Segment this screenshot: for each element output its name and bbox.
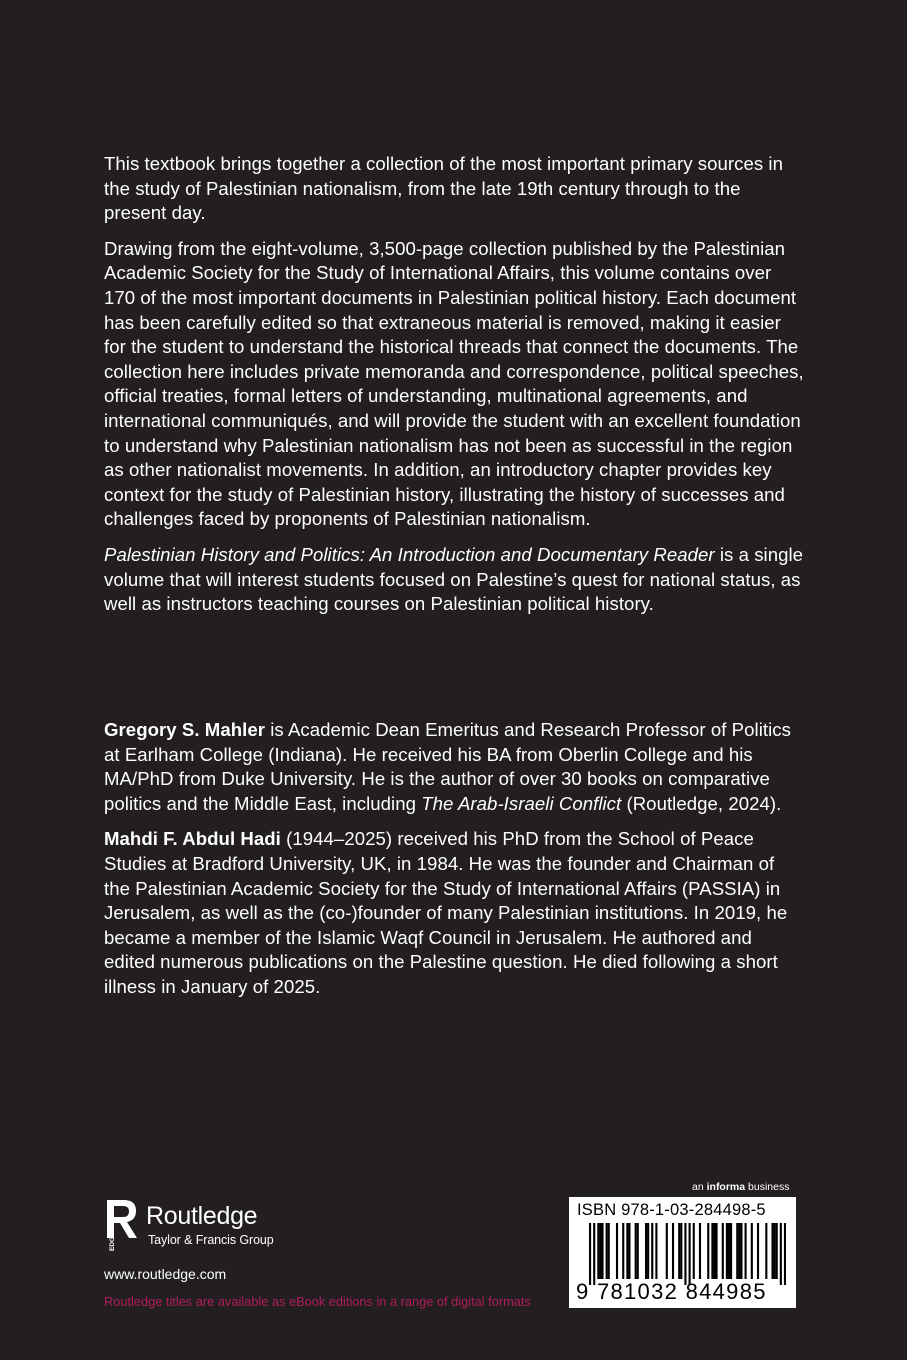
- description-paragraph-1: This textbook brings together a collection of the most important primary sources in the study of Palestinian nationalism, from the late 19th century through to the present day.: [104, 153, 783, 224]
- barcode-bar: [751, 1223, 753, 1279]
- author-bio-1: [104, 718, 804, 816]
- barcode-bar: [628, 1223, 630, 1279]
- barcode-bar: [647, 1223, 649, 1279]
- routledge-logo-icon: [104, 1198, 140, 1252]
- barcode-bar: [622, 1223, 624, 1279]
- barcode-bar: [589, 1223, 591, 1285]
- barcode-bar: [672, 1223, 674, 1279]
- routledge-logo: [104, 1198, 304, 1254]
- barcode-bar: [774, 1223, 776, 1279]
- barcode-bar: [726, 1223, 728, 1279]
- informa-suffix: business: [745, 1181, 790, 1193]
- barcode-image: [589, 1223, 786, 1285]
- barcode-bar: [730, 1223, 732, 1279]
- barcode-bar: [616, 1223, 618, 1279]
- barcode-bar: [776, 1223, 778, 1279]
- barcode-digits: 9 781032 844985: [576, 1279, 767, 1304]
- informa-tagline: [692, 1181, 789, 1193]
- barcode-bar: [678, 1223, 680, 1279]
- ebook-note: Routledge titles are available as eBook editions in a range of digital formats: [104, 1294, 531, 1309]
- barcode-bar: [745, 1223, 747, 1279]
- barcode-bar: [608, 1223, 610, 1279]
- barcode-bar: [715, 1223, 717, 1279]
- barcode-bar: [651, 1223, 653, 1279]
- barcode-bar: [593, 1223, 595, 1285]
- barcode-bar: [784, 1223, 786, 1285]
- barcode-bar: [689, 1223, 691, 1285]
- barcode-bar: [599, 1223, 601, 1279]
- barcode-bar: [736, 1223, 738, 1279]
- informa-brand: informa: [706, 1181, 746, 1193]
- description-paragraph-2: Drawing from the eight-volume, 3,500-page collection published by the Palestinian Academic Society for the Study of International Affairs, this volume contains over 170 of the most important documents in Palestinian political history. Each document has been carefully edited so that extraneous material is removed, making it easier for the student to understand the historical threads that connect the documents. The collection here includes private memoranda and correspondence, political speeches, official treaties, formal letters of understanding, multinational agreements, and international communiqués, and will provide the student with an excellent foundation to understand why Palestinian nationalism has not been as successful in the region as other nationalist movements. In addition, an introductory chapter provides key context for the study of Palestinian history, illustrating the history of successes and challenges faced by proponents of Palestinian nationalism.: [104, 237, 804, 530]
- barcode-bar: [655, 1223, 657, 1279]
- author-bios: [104, 718, 804, 1011]
- barcode-bar: [707, 1223, 709, 1279]
- barcode-bar: [635, 1223, 637, 1279]
- barcode-bar: [765, 1223, 767, 1279]
- barcode-bar: [645, 1223, 647, 1279]
- barcode-bar: [757, 1223, 759, 1279]
- isbn-label: ISBN 978-1-03-284498-5: [577, 1201, 766, 1219]
- barcode-bar: [680, 1223, 682, 1279]
- barcode-bar: [713, 1223, 715, 1279]
- barcode-bar: [626, 1223, 628, 1279]
- barcode-bar: [780, 1223, 782, 1285]
- barcode-bar: [637, 1223, 639, 1279]
- publisher-group: Taylor & Francis Group: [148, 1233, 274, 1247]
- book-title: Palestinian History and Politics: An Introduction and Documentary Reader: [104, 543, 715, 565]
- isbn-barcode-box: [569, 1197, 796, 1308]
- author-bio-2-text: (1944–2025) received his PhD from the School of Peace Studies at Bradford University, UK, in 1984. He was the founder and Chairman of the Palestinian Academic Society for the Study of International Affairs (PASSIA) in Jerusalem, as well as the (co-)founder of many Palestinian institutions. In 2019, he became a member of the Islamic Waqf Council in Jerusalem. He authored and edited numerous publications on the Palestine question. He died following a short illness in January of 2025.: [104, 828, 788, 997]
- informa-prefix: an: [692, 1181, 707, 1193]
- book-description: [104, 152, 804, 628]
- publisher-url[interactable]: www.routledge.com: [104, 1266, 227, 1282]
- barcode-bar: [722, 1223, 724, 1279]
- barcode-bar: [738, 1223, 740, 1279]
- barcode-bar: [601, 1223, 603, 1279]
- barcode-bar: [606, 1223, 608, 1279]
- barcode-bar: [728, 1223, 730, 1279]
- barcode-bar: [711, 1223, 713, 1279]
- barcode-bar: [693, 1223, 695, 1279]
- author-name-2: Mahdi F. Abdul Hadi: [104, 828, 281, 850]
- barcode-bar: [597, 1223, 599, 1279]
- author-name-1: Gregory S. Mahler: [104, 719, 266, 740]
- description-paragraph-3-text: is a single volume that will interest students focused on Palestine’s quest for national status, as well as instructors teaching courses on Palestinian political history.: [104, 543, 804, 615]
- barcode-bar: [771, 1223, 773, 1279]
- author-bio-1-end: (Routledge, 2024).: [621, 792, 782, 814]
- publisher-name: Routledge: [146, 1202, 258, 1230]
- barcode-bar: [740, 1223, 742, 1279]
- barcode-bar: [699, 1223, 701, 1279]
- description-paragraph-3: [104, 543, 804, 617]
- barcode-bar: [684, 1223, 686, 1285]
- barcode-bar: [666, 1223, 668, 1279]
- author-bio-1-text: is Academic Dean Emeritus and Research Professor of Politics at Earlham College (Indiana). He received his BA from Oberlin College and his MA/PhD from Duke University. He is the author of over 30 books on comparative politics and the Middle East, including: [104, 719, 791, 814]
- author-book-title: The Arab-Israeli Conflict: [421, 792, 622, 814]
- logo-vertical-text: EDGE: [109, 1232, 116, 1251]
- author-bio-2: [104, 827, 804, 999]
